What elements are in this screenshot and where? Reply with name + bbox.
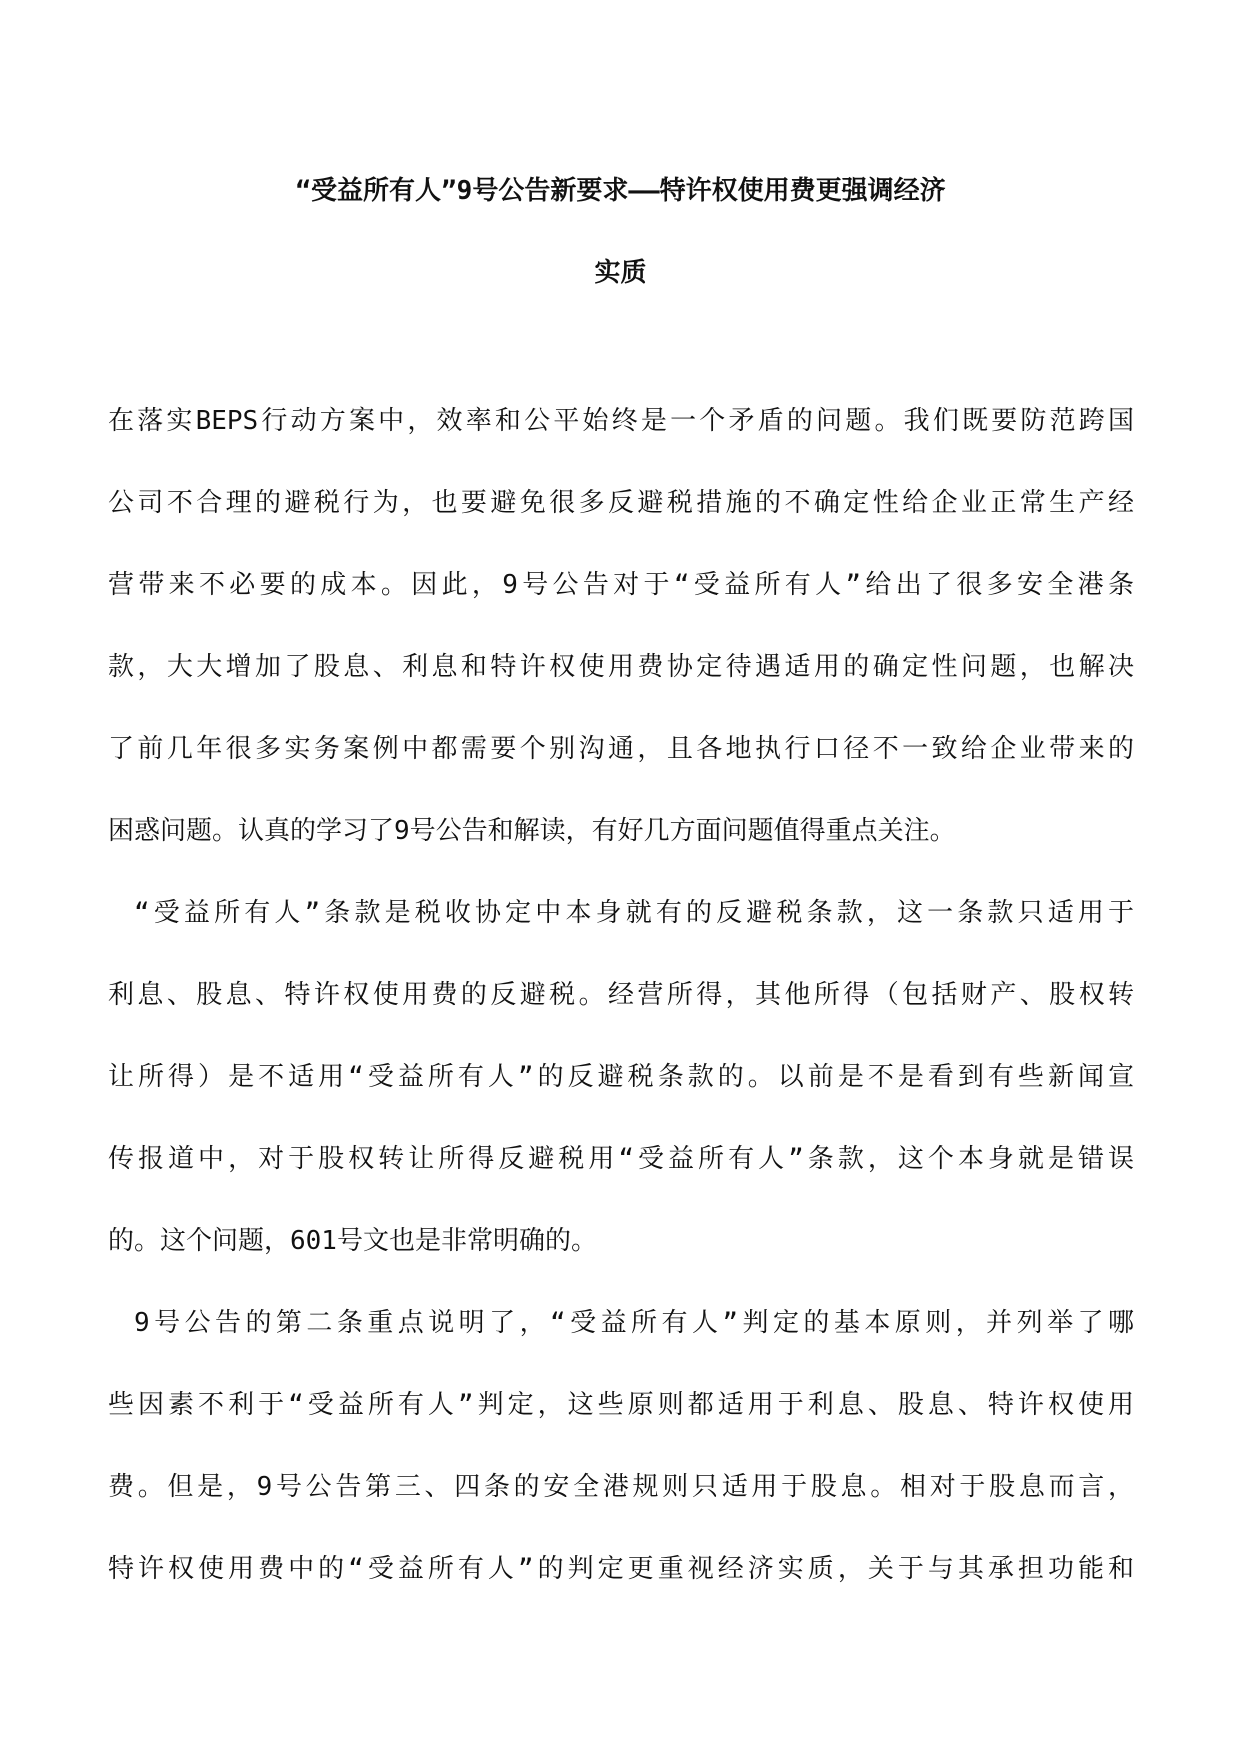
text-line: 公司不合理的避税行为，也要避免很多反避税措施的不确定性给企业正常生产经 — [108, 488, 1134, 518]
title-line: 实质 — [594, 258, 647, 288]
text-line: 9号公告的第二条重点说明了，“受益所有人”判定的基本原则，并列举了哪 — [134, 1308, 1134, 1338]
title-line: “受益所有人”9号公告新要求——特许权使用费更强调经济 — [295, 176, 946, 206]
document-body — [108, 380, 1134, 1610]
text-line: 在落实BEPS行动方案中，效率和公平始终是一个矛盾的问题。我们既要防范跨国 — [108, 406, 1134, 436]
text-line: 让所得）是不适用“受益所有人”的反避税条款的。以前是不是看到有些新闻宣 — [108, 1062, 1134, 1092]
text-line: 困惑问题。认真的学习了9号公告和解读，有好几方面问题值得重点关注。 — [108, 816, 956, 846]
text-line: 款，大大增加了股息、利息和特许权使用费协定待遇适用的确定性问题，也解决 — [108, 652, 1134, 682]
text-line: “受益所有人”条款是税收协定中本身就有的反避税条款，这一条款只适用于 — [134, 898, 1134, 928]
text-line: 了前几年很多实务案例中都需要个别沟通，且各地执行口径不一致给企业带来的 — [108, 734, 1134, 764]
text-line: 些因素不利于“受益所有人”判定，这些原则都适用于利息、股息、特许权使用 — [108, 1390, 1134, 1420]
text-line: 营带来不必要的成本。因此，9号公告对于“受益所有人”给出了很多安全港条 — [108, 570, 1134, 600]
paragraph-2 — [108, 872, 1134, 1282]
paragraph-1 — [108, 380, 1134, 872]
text-line: 特许权使用费中的“受益所有人”的判定更重视经济实质，关于与其承担功能和 — [108, 1554, 1134, 1584]
text-line: 的。这个问题，601号文也是非常明确的。 — [108, 1226, 597, 1256]
text-line: 利息、股息、特许权使用费的反避税。经营所得，其他所得（包括财产、股权转 — [108, 980, 1134, 1010]
paragraph-3 — [108, 1282, 1134, 1610]
text-line: 传报道中，对于股权转让所得反避税用“受益所有人”条款，这个本身就是错误 — [108, 1144, 1134, 1174]
document-title — [100, 150, 1141, 314]
text-line: 费。但是，9号公告第三、四条的安全港规则只适用于股息。相对于股息而言， — [108, 1472, 1134, 1502]
